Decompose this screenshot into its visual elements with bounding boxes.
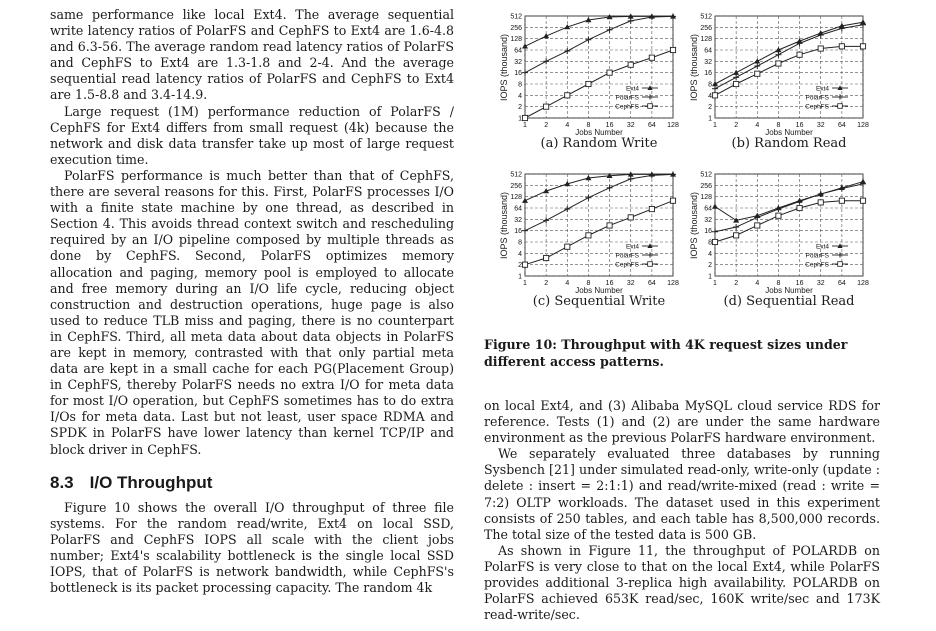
data-point: [544, 255, 549, 260]
paragraph: PolarFS performance is much better than that of CephFS, there are several reasons for this. First, PolarFS processes I/O with a finite state machine by one thread, as described in Section 4. This avoids thread context switch and rescheduling required by an I/O pipeline composed by multiple threads as done by CephFS. Second, PolarFS optimizes memory allocation and paging, memory pool is employed to allocate and free memory during an I/O life cycle, reducing object construction and destruction operations, huge page is also used to reduce TLB miss and paging, there is no counterpart in CephFS. Third, all meta data about data objects in PolarFS are kept in memory, contrasted with that only partial meta data are kept in a small cache for each PG(Placement Group) in CephFS, thereby PolarFS needs no extra I/O for meta data for most I/O operation, but CephFS sometimes has to do extra I/Os for meta data. Last but not least, user space RDMA and SPDK in PolarFS have lower latency than kernel TCP/IP and block driver in CephFS.: [50, 167, 454, 457]
series-line: [525, 16, 673, 72]
y-tick-label: 512: [510, 13, 522, 21]
y-tick-label: 32: [704, 216, 712, 224]
paragraph: Large request (1M) performance reduction of PolarFS / CephFS for Ext4 differs from small request (4k) because the network and disk data transfer take up most of large request execution time.: [50, 103, 454, 167]
series-line: [715, 25, 863, 89]
section-title: I/O Throughput: [89, 472, 213, 492]
legend-label: PolarFS: [615, 94, 639, 102]
legend-label: Ext4: [815, 243, 829, 251]
legend-label: CephFS: [615, 103, 639, 111]
data-point: [522, 70, 528, 76]
data-point: [607, 70, 612, 75]
y-axis-label: IOPS (thousand): [689, 33, 699, 101]
y-tick-label: 128: [700, 36, 712, 44]
legend-label: CephFS: [805, 261, 829, 269]
y-tick-label: 512: [700, 13, 712, 21]
y-tick-label: 16: [514, 70, 522, 78]
legend-marker: [648, 104, 653, 109]
y-tick-label: 256: [510, 182, 522, 190]
y-tick-label: 128: [510, 194, 522, 202]
y-tick-label: 8: [708, 81, 712, 89]
data-point: [734, 233, 739, 238]
legend-marker: [838, 262, 843, 267]
x-tick-label: 64: [837, 280, 846, 287]
data-point: [543, 217, 549, 223]
data-point: [818, 46, 823, 51]
data-point: [522, 43, 528, 48]
figure-caption: Figure 10: Throughput with 4K request sizes under different access patterns.: [484, 337, 848, 369]
data-point: [797, 205, 802, 210]
plot-frame: [525, 16, 673, 118]
y-tick-label: 1: [518, 115, 522, 123]
data-point: [586, 81, 591, 86]
y-tick-label: 128: [510, 36, 522, 44]
chart-svg: [487, 12, 687, 142]
data-point: [755, 223, 760, 228]
legend-label: CephFS: [615, 261, 639, 269]
y-tick-label: 8: [708, 239, 712, 247]
y-tick-label: 4: [518, 92, 522, 100]
y-tick-label: 64: [514, 205, 522, 213]
paragraph: As shown in Figure 11, the throughput of POLARDB on PolarFS is very close to that on the local Ext4, while PolarFS provides additional 3-replica high availability. POLARDB on PolarFS achieved 653K read/sec, 160K write/sec and 173K read-write/sec.: [484, 542, 880, 623]
x-axis-label: Jobs Number: [575, 128, 623, 137]
data-point: [839, 186, 845, 192]
data-point: [670, 47, 675, 52]
chart-svg: [677, 12, 877, 142]
data-point: [754, 58, 760, 63]
x-tick-label: 4: [755, 280, 760, 287]
y-tick-label: 256: [700, 24, 712, 32]
x-tick-label: 128: [667, 122, 679, 129]
paragraph: on local Ext4, and (3) Alibaba MySQL cloud service RDS for reference. Tests (1) and (2) are under the same hardware environment as the previous PolarFS hardware environment.: [484, 398, 880, 446]
y-tick-label: 8: [518, 81, 522, 89]
data-point: [818, 200, 823, 205]
data-point: [712, 86, 718, 92]
legend-label: PolarFS: [805, 252, 829, 260]
x-tick-label: 4: [755, 122, 760, 129]
data-point: [565, 93, 570, 98]
data-point: [607, 223, 612, 228]
y-tick-label: 2: [518, 262, 522, 270]
x-tick-label: 2: [544, 122, 549, 129]
x-tick-label: 16: [795, 122, 804, 129]
data-point: [628, 215, 633, 220]
chart-svg: [677, 170, 877, 300]
subfigure-caption: (c) Sequential Write: [532, 294, 666, 309]
chart-panel: [487, 170, 687, 320]
data-point: [818, 32, 824, 38]
legend-label: Ext4: [625, 243, 639, 251]
legend-label: Ext4: [815, 85, 829, 93]
x-axis-label: Jobs Number: [575, 286, 623, 295]
y-tick-label: 128: [700, 194, 712, 202]
x-tick-label: 128: [857, 280, 869, 287]
x-tick-label: 128: [667, 280, 679, 287]
y-tick-label: 256: [510, 24, 522, 32]
subfigure-caption: (a) Random Write: [540, 136, 658, 151]
y-tick-label: 32: [514, 58, 522, 66]
data-point: [755, 71, 760, 76]
data-point: [564, 48, 570, 54]
y-tick-label: 512: [510, 171, 522, 179]
data-point: [860, 181, 866, 187]
y-tick-label: 1: [708, 273, 712, 281]
y-tick-label: 1: [518, 273, 522, 281]
legend-label: PolarFS: [805, 94, 829, 102]
chart-panel: [677, 12, 877, 162]
data-point: [607, 185, 613, 191]
y-tick-label: 32: [514, 216, 522, 224]
series-line: [525, 174, 673, 230]
x-tick-label: 4: [565, 280, 570, 287]
series-line: [525, 16, 673, 46]
x-tick-label: 2: [734, 122, 739, 129]
y-tick-label: 16: [704, 228, 712, 236]
x-tick-label: 2: [544, 280, 549, 287]
data-point: [754, 63, 760, 69]
data-point: [522, 262, 527, 267]
right-column: [484, 398, 880, 623]
data-point: [522, 228, 528, 234]
data-point: [670, 198, 675, 203]
y-tick-label: 2: [518, 104, 522, 112]
data-point: [522, 115, 527, 120]
x-tick-label: 2: [734, 280, 739, 287]
data-point: [733, 224, 739, 230]
data-point: [797, 40, 803, 46]
data-point: [712, 81, 718, 86]
data-point: [734, 81, 739, 86]
paragraph: We separately evaluated three databases by running Sysbench [21] under simulated read-only, write-only (update : delete : insert = 2:1:1) and read/write-mixed (read : write = 7:2) OLTP workloads. The dataset used in this experiment consists of 250 tables, and each table has 8,500,000 records. The total size of the tested data is 500 GB.: [484, 446, 880, 542]
y-tick-label: 4: [708, 92, 712, 100]
x-tick-label: 16: [605, 280, 614, 287]
x-tick-label: 32: [816, 280, 825, 287]
x-tick-label: 32: [626, 122, 635, 129]
y-tick-label: 16: [514, 228, 522, 236]
data-point: [544, 104, 549, 109]
y-tick-label: 64: [704, 47, 712, 55]
data-point: [564, 206, 570, 212]
data-point: [860, 44, 865, 49]
y-tick-label: 1: [708, 115, 712, 123]
y-tick-label: 64: [514, 47, 522, 55]
y-tick-label: 32: [704, 58, 712, 66]
data-point: [733, 74, 739, 80]
y-tick-label: 16: [704, 70, 712, 78]
section-number: 8.3: [50, 472, 74, 492]
x-tick-label: 1: [523, 122, 527, 129]
y-axis-label: IOPS (thousand): [499, 191, 509, 259]
x-tick-label: 64: [837, 122, 846, 129]
data-point: [628, 18, 634, 24]
x-axis-label: Jobs Number: [765, 128, 813, 137]
y-tick-label: 256: [700, 182, 712, 190]
data-point: [628, 62, 633, 67]
x-tick-label: 16: [795, 280, 804, 287]
y-tick-label: 4: [518, 250, 522, 258]
data-point: [712, 93, 717, 98]
y-axis-label: IOPS (thousand): [499, 33, 509, 101]
section-heading: [50, 473, 454, 493]
y-tick-label: 2: [708, 262, 712, 270]
x-tick-label: 1: [713, 280, 717, 287]
data-point: [839, 44, 844, 49]
legend-label: PolarFS: [615, 252, 639, 260]
data-point: [543, 58, 549, 64]
data-point: [649, 206, 654, 211]
data-point: [776, 213, 781, 218]
legend-marker: [648, 262, 653, 267]
y-tick-label: 2: [708, 104, 712, 112]
x-tick-label: 8: [776, 122, 781, 129]
chart-panel: [677, 170, 877, 320]
subfigure-caption: (d) Sequential Read: [723, 294, 855, 309]
left-column: [50, 7, 454, 596]
data-point: [712, 239, 717, 244]
data-point: [797, 198, 803, 204]
x-tick-label: 128: [857, 122, 869, 129]
y-tick-label: 512: [700, 171, 712, 179]
plot-frame: [715, 16, 863, 118]
data-point: [586, 233, 591, 238]
x-tick-label: 16: [605, 122, 614, 129]
chart-panel: [487, 12, 687, 162]
x-tick-label: 4: [565, 122, 570, 129]
legend-label: Ext4: [625, 85, 639, 93]
x-tick-label: 8: [776, 280, 781, 287]
subfigure-caption: (b) Random Read: [731, 136, 847, 151]
data-point: [733, 70, 739, 75]
x-tick-label: 1: [713, 122, 717, 129]
paragraph: Figure 10 shows the overall I/O throughput of three file systems. For the random read/write, Ext4 on local SSD, PolarFS and CephFS IOPS all scale with the client jobs number; Ext4's scalability bottleneck is the single local SSD IOPS, that of PolarFS is network bandwidth, while CephFS's bottleneck is its packet processing capacity. The random 4k: [50, 499, 454, 596]
data-point: [797, 52, 802, 57]
data-point: [585, 195, 591, 201]
x-axis-label: Jobs Number: [765, 286, 813, 295]
data-point: [649, 172, 655, 178]
paragraph: same performance like local Ext4. The average sequential write latency ratios of PolarFS and CephFS to Ext4 are 1.6-4.8 and 6.3-56. The average random read latency ratios of PolarFS and CephFS to Ext4 are 1.3-1.8 and 2-4. And the average sequential read latency ratios of PolarFS and CephFS to Ext4 are 1.5-8.8 and 3.4-14.9.: [50, 7, 454, 103]
y-tick-label: 64: [704, 205, 712, 213]
y-axis-label: IOPS (thousand): [689, 191, 699, 259]
y-tick-label: 4: [708, 250, 712, 258]
data-point: [776, 61, 781, 66]
data-point: [628, 176, 634, 182]
x-tick-label: 8: [586, 122, 591, 129]
y-tick-label: 8: [518, 239, 522, 247]
x-tick-label: 32: [626, 280, 635, 287]
data-point: [712, 229, 718, 235]
data-point: [839, 198, 844, 203]
chart-svg: [487, 170, 687, 300]
x-tick-label: 64: [647, 122, 656, 129]
data-point: [607, 27, 613, 33]
data-point: [712, 204, 718, 209]
data-point: [775, 52, 781, 58]
data-point: [860, 198, 865, 203]
data-point: [649, 55, 654, 60]
data-point: [565, 244, 570, 249]
x-tick-label: 32: [816, 122, 825, 129]
legend-label: CephFS: [805, 103, 829, 111]
legend-marker: [838, 104, 843, 109]
x-tick-label: 64: [647, 280, 656, 287]
x-tick-label: 8: [586, 280, 591, 287]
data-point: [649, 14, 655, 20]
data-point: [522, 198, 528, 203]
data-point: [585, 37, 591, 43]
x-tick-label: 1: [523, 280, 527, 287]
